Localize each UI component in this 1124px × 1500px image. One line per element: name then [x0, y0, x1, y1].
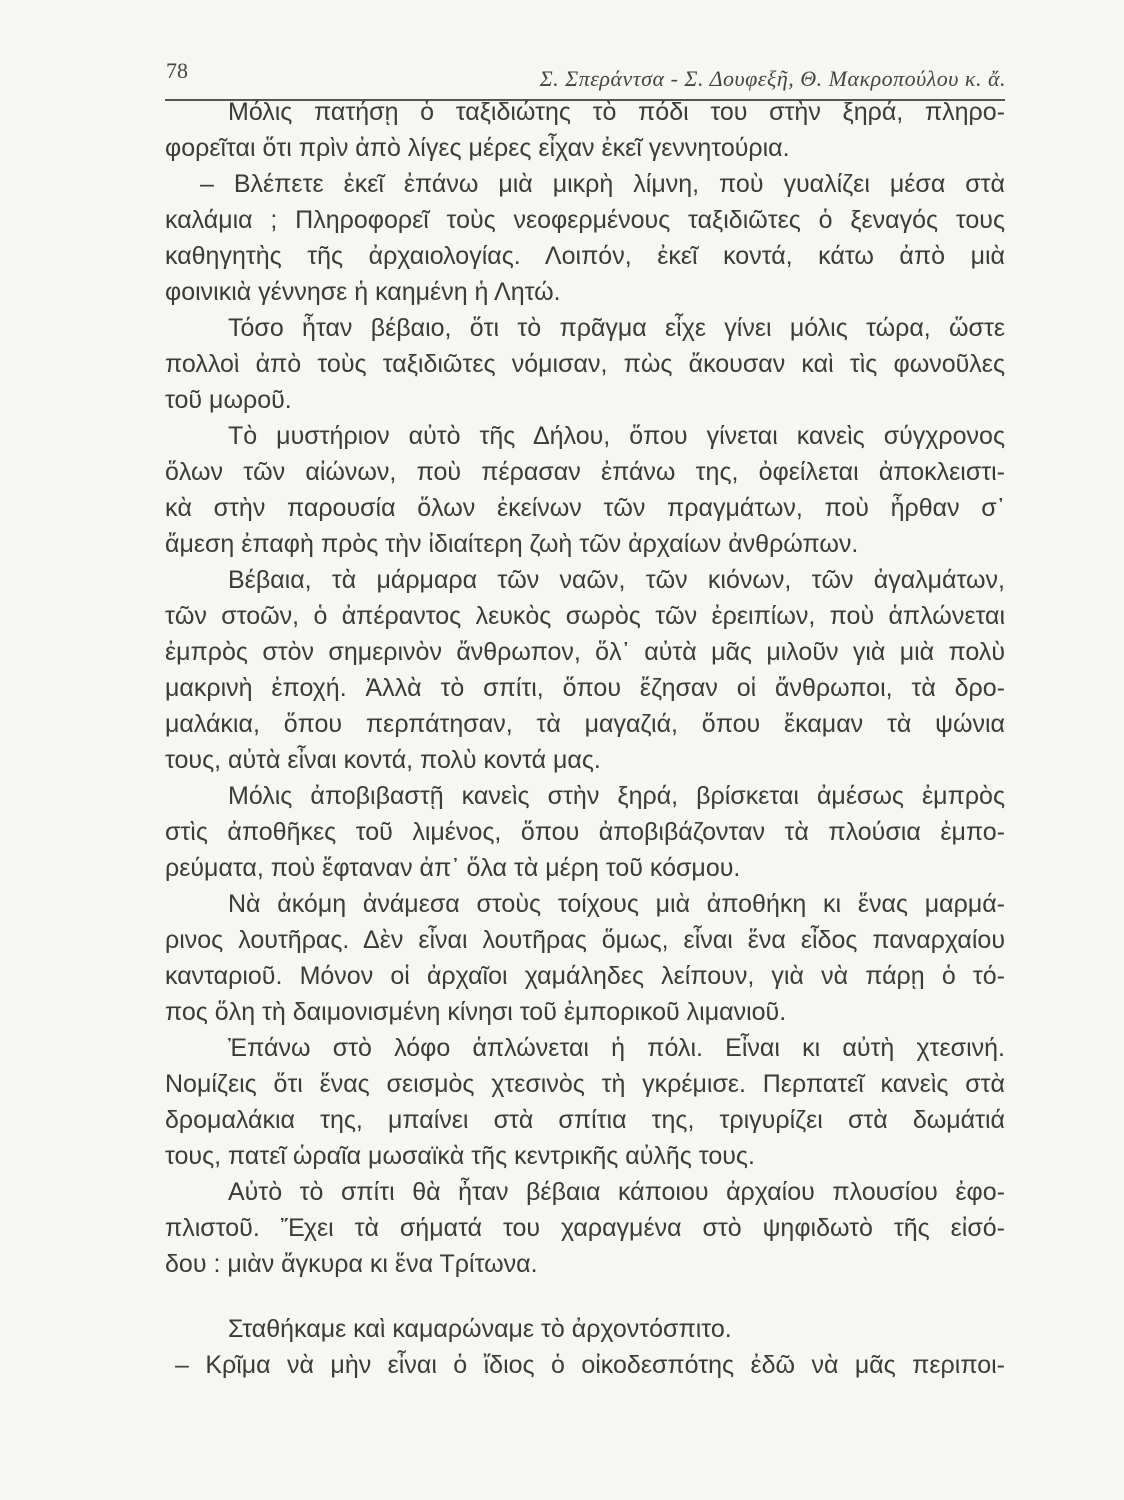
text-line: Μόλις ἀποβιβαστῇ κανεὶς στὴν ξηρά, βρίσκεται ἀμέσως ἐμπρὸς: [228, 782, 1005, 810]
text-line: πολλοὶ ἀπὸ τοὺς ταξιδιῶτες νόμισαν, πὼς ἄκουσαν καὶ τὶς φωνοῦλες: [165, 350, 1005, 378]
text-line: φοινικιὰ γέννησε ἡ καημένη ἡ Λητώ.: [165, 278, 561, 306]
text-line: πος ὅλη τὴ δαιμονισμένη κίνησι τοῦ ἐμπορικοῦ λιμανιοῦ.: [165, 998, 787, 1026]
text-line: δου : μιὰν ἄγκυρα κι ἕνα Τρίτωνα.: [165, 1250, 538, 1278]
text-line: κανταριοῦ. Μόνον οἱ ἀρχαῖοι χαμάληδες λείπουν, γιὰ νὰ πάρῃ ὁ τό-: [165, 962, 1005, 990]
text-line: ἄμεση ἐπαφὴ πρὸς τὴν ἰδιαίτερη ζωὴ τῶν ἀρχαίων ἀνθρώπων.: [165, 530, 859, 558]
text-line: Τόσο ἦταν βέβαιο, ὅτι τὸ πρᾶγμα εἶχε γίνει μόλις τώρα, ὥστε: [228, 314, 1005, 342]
text-line: καθηγητὴς τῆς ἀρχαιολογίας. Λοιπόν, ἐκεῖ κοντά, κάτω ἀπὸ μιὰ: [165, 242, 1005, 270]
text-line: τῶν στοῶν, ὁ ἀπέραντος λευκὸς σωρὸς τῶν ἐρειπίων, ποὺ ἁπλώνεται: [165, 602, 1005, 630]
page-number: 78: [166, 58, 188, 83]
text-line: Νομίζεις ὅτι ἕνας σεισμὸς χτεσινὸς τὴ γκρέμισε. Περπατεῖ κανεὶς στὰ: [165, 1070, 1005, 1098]
body-text: [165, 94, 1005, 1383]
text-line: Μόλις πατήσῃ ὁ ταξιδιώτης τὸ πόδι του στὴν ξηρά, πληρο-: [228, 98, 1005, 126]
text-line: ρεύματα, ποὺ ἔφταναν ἀπ᾽ ὅλα τὰ μέρη τοῦ κόσμου.: [165, 854, 741, 882]
text-line: μακρινὴ ἐποχή. Ἀλλὰ τὸ σπίτι, ὅπου ἔζησαν οἱ ἄνθρωποι, τὰ δρο-: [165, 674, 1005, 702]
text-line: κὰ στὴν παρουσία ὅλων ἐκείνων τῶν πραγμάτων, ποὺ ἦρθαν σ᾽: [165, 494, 1005, 522]
text-line: φορεῖται ὅτι πρὶν ἀπὸ λίγες μέρες εἶχαν ἐκεῖ γεννητούρια.: [165, 134, 790, 162]
text-line: Αὐτὸ τὸ σπίτι θὰ ἦταν βέβαια κάποιου ἀρχαίου πλουσίου ἐφο-: [228, 1178, 1005, 1206]
text-line: τους, πατεῖ ὡραῖα μωσαϊκὰ τῆς κεντρικῆς αὐλῆς τους.: [165, 1142, 755, 1170]
text-line: στὶς ἀποθῆκες τοῦ λιμένος, ὅπου ἀποβιβάζονταν τὰ πλούσια ἐμπο-: [165, 818, 1005, 846]
text-line: – Κρῖμα νὰ μὴν εἶναι ὁ ἴδιος ὁ οἰκοδεσπότης ἐδῶ νὰ μᾶς περιποι-: [175, 1351, 1005, 1379]
text-line: τοῦ μωροῦ.: [165, 386, 292, 414]
text-line: τους, αὐτὰ εἶναι κοντά, πολὺ κοντά μας.: [165, 746, 601, 774]
text-line: Σταθήκαμε καὶ καμαρώναμε τὸ ἀρχοντόσπιτο.: [228, 1315, 732, 1343]
text-line: μαλάκια, ὅπου περπάτησαν, τὰ μαγαζιά, ὅπου ἔκαμαν τὰ ψώνια: [165, 710, 1005, 738]
text-line: πλιστοῦ. Ἔχει τὰ σήματά του χαραγμένα στὸ ψηφιδωτὸ τῆς εἰσό-: [165, 1214, 1005, 1242]
text-line: – Βλέπετε ἐκεῖ ἐπάνω μιὰ μικρὴ λίμνη, ποὺ γυαλίζει μέσα στὰ: [200, 170, 1005, 198]
text-line: ἐμπρὸς στὸν σημερινὸν ἄνθρωπον, ὅλ᾽ αὐτὰ μᾶς μιλοῦν γιὰ μιὰ πολὺ: [165, 638, 1005, 666]
text-line: Τὸ μυστήριον αὐτὸ τῆς Δήλου, ὅπου γίνεται κανεὶς σύγχρονος: [228, 422, 1005, 450]
text-line: Βέβαια, τὰ μάρμαρα τῶν ναῶν, τῶν κιόνων, τῶν ἀγαλμάτων,: [228, 566, 1005, 594]
text-line: καλάμια ; Πληροφορεῖ τοὺς νεοφερμένους ταξιδιῶτες ὁ ξεναγός τους: [165, 206, 1005, 234]
text-line: Νὰ ἀκόμη ἀνάμεσα στοὺς τοίχους μιὰ ἀποθήκη κι ἕνας μαρμά-: [228, 890, 1005, 918]
running-head: Σ. Σπεράντσα - Σ. Δουφεξῆ, Θ. Μακροπούλου κ. ἄ.: [539, 66, 1006, 91]
text-line: δρομαλάκια της, μπαίνει στὰ σπίτια της, τριγυρίζει στὰ δωμάτιά: [165, 1106, 1005, 1134]
text-line: Ἐπάνω στὸ λόφο ἁπλώνεται ἡ πόλι. Εἶναι κι αὐτὴ χτεσινή.: [228, 1034, 1005, 1062]
text-line: ρινος λουτῆρας. Δὲν εἶναι λουτῆρας ὅμως, εἶναι ἕνα εἶδος παναρχαίου: [165, 926, 1005, 954]
text-line: ὅλων τῶν αἰώνων, ποὺ πέρασαν ἐπάνω της, ὀφείλεται ἀποκλειστι-: [165, 458, 1005, 486]
